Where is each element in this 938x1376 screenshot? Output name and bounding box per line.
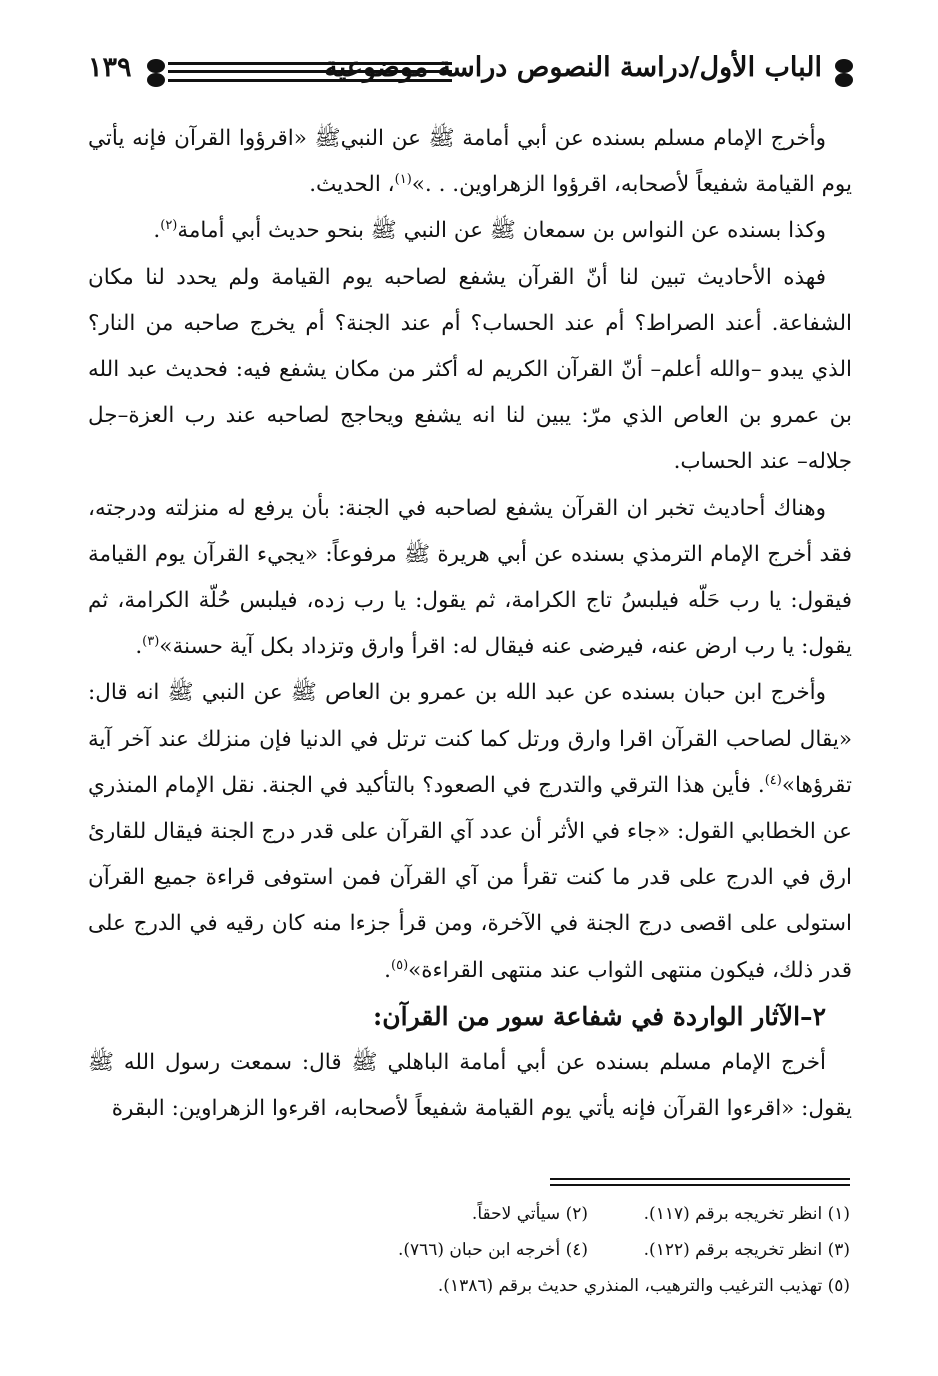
footnote-1: (١) انظر تخريجه برقم (١١٧). [643, 1204, 850, 1224]
header-ornament-left-icon [142, 58, 170, 88]
footnote-ref-4[interactable]: (٤) [764, 772, 782, 788]
paragraph-1: وأخرج الإمام مسلم بسنده عن أبي أمامة ﷺ عن النبيﷺ «اقرؤوا القرآن فإنه يأتي يوم القيامة شفيعاً لأصحابه، اقرؤوا الزهراوين. . .»$^{(١)}$، الحديث. [88, 126, 852, 198]
running-header [88, 44, 858, 98]
footnote-ref-2[interactable]: (٢) [160, 218, 178, 234]
footnote-ref-5[interactable]: (٥) [391, 957, 409, 973]
paragraph-2: وكذا بسنده عن النواس بن سمعان ﷺ عن النبي ﷺ بنحو حديث أبي أمامة$^{(٢)}$. [153, 218, 826, 244]
header-ornament-right-icon [830, 58, 858, 88]
header-title: الباب الأول/دراسة النصوص دراسة موضوعية [324, 52, 822, 83]
footnote-4: (٤) أخرجه ابن حبان (٧٦٦). [397, 1240, 588, 1260]
page-number: ١٣٩ [88, 52, 132, 83]
footnotes [88, 1196, 850, 1304]
footnote-separator [550, 1178, 850, 1186]
footnote-3: (٣) انظر تخريجه برقم (١٢٢). [643, 1240, 850, 1260]
footnote-row [88, 1268, 850, 1304]
paragraph-4: وهناك أحاديث تخبر ان القرآن يشفع لصاحبه في الجنة: بأن يرفع له منزلته ودرجته، فقد أخرج الإمام الترمذي بسنده عن أبي هريرة ﷺ مرفوعاً: «يجيء القرآن يوم القيامة فيقول: يا رب حَلّه فيلبسُ تاج الكرامة، ثم يقول: يا رب زده، فيلبس حُلّة الكرامة، ثم يقول: يا رب ارض عنه، فيرضى عنه فيقال له: اقرأ وارق وتزداد بكل آية حسنة»$^{(٣)}$. [88, 495, 852, 660]
footnote-2: (٢) سيأتي لاحقاً. [471, 1204, 588, 1224]
footnote-row [88, 1196, 850, 1232]
paragraph-3: فهذه الأحاديث تبين لنا أنّ القرآن يشفع لصاحبه يوم القيامة ولم يحدد لنا مكان الشفاعة. أعند الصراط؟ أم عند الحساب؟ أم عند الجنة؟ أم يخرج صاحبه من النار؟ الذي يبدو –والله أعلم– أنّ القرآن الكريم له أكثر من مكان يشفع فيه: فحديث عبد الله بن عمرو بن العاص الذي مرّ: يبين لنا انه يشفع ويحاجج لصاحبه عند رب العزة–جل جلاله– عند الحساب. [88, 264, 852, 475]
header-rule [168, 62, 452, 82]
footnote-5: (٥) تهذيب الترغيب والترهيب، المنذري حديث برقم (١٣٨٦). [437, 1276, 850, 1296]
footnote-row [88, 1232, 850, 1268]
paragraph-5: وأخرج ابن حبان بسنده عن عبد الله بن عمرو بن العاص ﷺ عن النبي ﷺ انه قال: «يقال لصاحب القرآن اقرا وارق ورتل كما كنت ترتل في الدنيا فإن منزلك عند آخر آية تقرؤها»$^{(٤)}$. فأين هذا الترقي والتدرج في الصعود؟ بالتأكيد في الجنة. نقل الإمام المنذري عن الخطابي القول: «جاء في الأثر أن عدد آي القرآن على قدر درج الجنة فيقال للقارئ ارق في الدرج على قدر ما كنت تقرأ من آي القرآن فمن استوفى قراءة جميع القرآن استولى على اقصى درج الجنة في الآخرة، ومن قرأ جزءا منه كان رقيه في الدرج على قدر ذلك، فيكون منتهى الثواب عند منتهى القراءة»$^{(٥)}$. [88, 680, 852, 983]
body-text [88, 116, 852, 1132]
footnote-ref-1[interactable]: (١) [394, 172, 412, 188]
header-rule-right [824, 62, 830, 82]
footnote-ref-3[interactable]: (٣) [142, 634, 160, 650]
paragraph-6: أخرج الإمام مسلم بسنده عن أبي أمامة الباهلي ﷺ قال: سمعت رسول الله ﷺ يقول: «اقرءوا القرآن فإنه يأتي يوم القيامة شفيعاً لأصحابه، اقرءوا الزهراوين: البقرة [88, 1049, 852, 1122]
section-heading: ٢–الآثار الواردة في شفاعة سور من القرآن: [373, 1001, 826, 1031]
